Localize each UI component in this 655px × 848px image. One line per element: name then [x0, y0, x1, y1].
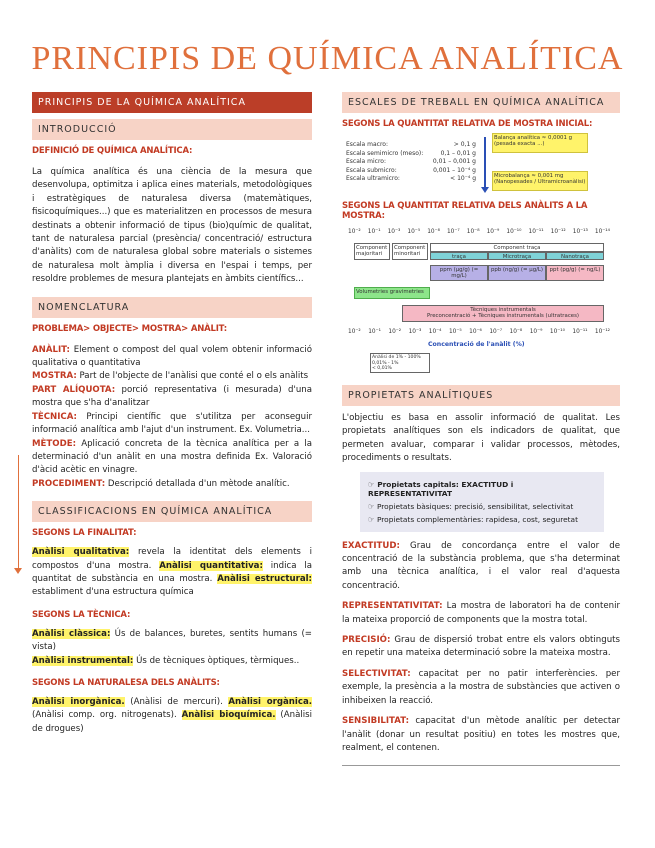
- subheading-problema: PROBLEMA> OBJECTE> MOSTRA> ANÀLIT:: [32, 323, 228, 334]
- term-precisio: PRECISIÓ:: [342, 635, 391, 646]
- term-organica: Anàlisi orgànica.: [228, 696, 313, 707]
- sample-row-value: > 0,1 g: [453, 141, 476, 148]
- tick-label: 10⁻⁵: [407, 229, 421, 235]
- box-ppb: ppb (ng/g) (= μg/L): [488, 265, 546, 281]
- tick-label: 10⁻¹³: [572, 229, 588, 235]
- def-text: Element o compost del qual volem obtenir informació qualitativa o quantitativa: [32, 344, 312, 369]
- tick-label: 10⁻⁵: [448, 329, 462, 335]
- sample-scale-list: [346, 141, 476, 182]
- bottom-divider: [342, 765, 620, 766]
- tick-label: 10⁻²: [348, 229, 361, 235]
- legend-line: 0,01% - 1%: [372, 360, 399, 366]
- scale-arrow-icon: [481, 187, 489, 193]
- sample-row-name: Escala submicro:: [346, 166, 397, 174]
- tick-label: 10⁻¹⁴: [594, 229, 610, 235]
- section-header-nomenclatura: NOMENCLATURA: [32, 297, 312, 318]
- sample-row: [346, 175, 476, 182]
- def-mostra: [32, 370, 312, 383]
- subheading-definicio: DEFINICIÓ DE QUÍMICA ANALÍTICA:: [32, 146, 193, 156]
- term-representativitat: REPRESENTATIVITAT:: [342, 601, 443, 612]
- def-precisio: [342, 634, 620, 661]
- def-term: MOSTRA:: [32, 371, 77, 382]
- ticks-bottom: [348, 329, 610, 335]
- term-quantitativa: Anàlisi quantitativa:: [159, 560, 263, 571]
- sample-row: [346, 158, 476, 165]
- term-sensibilitat: SENSIBILITAT:: [342, 716, 410, 727]
- text-classica: Ús de balances, buretes, sentits humans (= vista): [32, 628, 312, 653]
- term-instrumental: Anàlisi instrumental:: [32, 655, 134, 666]
- finalitat-paragraph: [32, 546, 312, 600]
- section-header-introduccio: INTRODUCCIÓ: [32, 119, 312, 140]
- term-estructural: Anàlisi estructural:: [217, 573, 312, 584]
- propietats-intro: L'objectiu es basa en assolir informació de qualitat. Les propietats analítiques son els indicadors de qualitat, que permeten avaluar, comparar i validar processos, mètodes, procediments o resultats.: [342, 413, 620, 464]
- def-text: Part de l'objecte de l'anàlisi que conté el o els anàlits: [76, 371, 309, 382]
- sample-row-value: 0,01 – 0,001 g: [432, 158, 476, 165]
- box-nanotraca: Nanotraça: [546, 252, 604, 260]
- term-selectivitat: SELECTIVITAT:: [342, 668, 411, 679]
- left-column: [32, 92, 312, 736]
- def-term: PROCEDIMENT:: [32, 478, 106, 489]
- box-ppt: ppt (pg/g) (= ng/L): [546, 265, 604, 281]
- tick-label: 10⁻¹⁰: [506, 229, 522, 235]
- subheading-mostra-inicial: SEGONS LA QUANTITAT RELATIVA DE MOSTRA INICIAL:: [342, 119, 593, 129]
- tick-label: 10⁻¹¹: [528, 229, 544, 235]
- text-inorganica: (Anàlisi de mercuri).: [124, 696, 229, 707]
- term-bioquimica: Anàlisi bioquímica.: [181, 710, 276, 721]
- text-estructural: establiment d'una estructura química: [32, 587, 194, 598]
- term-classica: Anàlisi clàssica:: [32, 628, 111, 639]
- box-ppm: ppm (μg/g) (= mg/L): [430, 265, 488, 281]
- subheading-tecnica: SEGONS LA TÈCNICA:: [32, 609, 131, 620]
- def-text: Descripció detallada d'un mètode analític.: [105, 478, 290, 489]
- prop-basiques-text: Propietats bàsiques: precisió, sensibilitat, selectivitat: [376, 501, 574, 511]
- def-term: PART ALÍQUOTA:: [32, 384, 116, 395]
- box-component-majoritari: Component majoritari: [354, 243, 390, 260]
- tick-label: 10⁻⁶: [469, 329, 482, 335]
- def-exactitud: [342, 540, 620, 594]
- text-sensibilitat: capacitat d'un mètode analític per detectar l'anàlit (donar un resultat positiu) en totes les mostres que, realment, el contenen.: [342, 716, 620, 753]
- tick-label: 10⁻¹: [367, 229, 381, 235]
- term-inorganica: Anàlisi inorgànica.: [32, 696, 125, 707]
- sample-row-name: Escala ultramicro:: [346, 175, 400, 182]
- def-tecnica: [32, 411, 312, 438]
- note-balanca-analitica: Balança analítica ≈ 0,0001 g (pesada exacta ...): [492, 133, 588, 153]
- text-exactitud: Grau de concordança entre el valor de concentració de la substància problema, que s'ha determinat amb una tècnica analítica, i el valor real d'aquesta concentració.: [342, 540, 620, 591]
- sample-scale-figure: [342, 133, 620, 195]
- tech-inst-label: Tècniques instrumentals: [470, 307, 536, 313]
- text-selectivitat: capacitat per no patir interferències. per exemple, la presència a la mostra de substàncies que activen o inhibeixen la reacció.: [342, 668, 620, 706]
- prop-basiques: ☞ Propietats bàsiques: precisió, sensibilitat, selectivitat: [368, 501, 574, 511]
- tick-label: 10⁻²: [348, 329, 361, 335]
- sample-row-value: < 10⁻⁴ g: [450, 175, 476, 182]
- text-representativitat: La mostra de laboratori ha de contenir la mateixa proporció de components que la mostra total.: [342, 601, 620, 625]
- box-volumetries: Volumetries gravimetries: [354, 287, 430, 299]
- tick-label: 10⁻¹²: [594, 329, 610, 335]
- sample-row-name: Escala semimicro (meso):: [346, 149, 424, 157]
- section-header-principis: PRINCIPIS DE LA QUÍMICA ANALÍTICA: [32, 92, 312, 113]
- sample-row: [346, 150, 476, 157]
- tick-label: 10⁻⁹: [486, 229, 500, 235]
- definitions-list: [32, 344, 312, 491]
- tick-label: 10⁻¹: [368, 329, 381, 335]
- legend-line: Anàlisi de 1% - 100%: [372, 355, 421, 360]
- def-metode: [32, 438, 312, 478]
- box-component-traca: Component traça: [430, 243, 604, 252]
- tick-label: 10⁻⁷: [489, 329, 503, 335]
- naturalesa-paragraph: [32, 696, 312, 736]
- box-component-minoritari: Component minoritari: [392, 243, 428, 260]
- def-text: porció representativa (i mesurada) d'una mostra que s'ha d'analitzar: [32, 384, 312, 409]
- def-representativitat: [342, 600, 620, 627]
- section-header-propietats: PROPIETATS ANALÍTIQUES: [342, 385, 620, 406]
- tick-label: 10⁻⁸: [509, 329, 523, 335]
- text-bioquimica: (Anàlisi de drogues): [32, 710, 312, 734]
- tick-label: 10⁻³: [387, 229, 401, 235]
- box-traca: traça: [430, 252, 488, 260]
- def-term: MÈTODE:: [32, 438, 77, 449]
- right-column: [342, 92, 620, 766]
- propietats-summary-box: [360, 472, 604, 532]
- def-term: ANÀLIT:: [32, 344, 70, 355]
- tick-label: 10⁻⁸: [427, 229, 440, 235]
- tick-label: 10⁻⁴: [428, 329, 442, 335]
- tick-label: 10⁻⁷: [446, 229, 460, 235]
- box-tecniques-instrumentals: [402, 305, 604, 322]
- scale-arrow-line: [484, 137, 486, 189]
- subheading-finalitat: SEGONS LA FINALITAT:: [32, 528, 137, 539]
- sample-row: [346, 167, 476, 174]
- text-instrumental: Ús de tècniques òptiques, tèrmiques..: [133, 655, 300, 666]
- tick-label: 10⁻¹²: [550, 229, 566, 235]
- prop-complementaries: ☞ Propietats complementàries: rapidesa, cost, seguretat: [368, 514, 578, 524]
- prop-capitals: ☞ Propietats capitals: EXACTITUD i REPRESENTATIVITAT: [368, 479, 514, 498]
- sample-row-value: 0,001 – 10⁻⁴ g: [433, 166, 476, 174]
- legend-box: [370, 353, 430, 373]
- def-procediment: [32, 478, 312, 491]
- sample-row: [346, 141, 476, 148]
- sample-row-name: Escala macro:: [346, 141, 388, 148]
- text-organica: (Anàlisi comp. org. nitrogenats).: [32, 710, 182, 721]
- tick-label: 10⁻¹⁰: [549, 329, 565, 335]
- tecnica-paragraph: [32, 628, 312, 668]
- def-text: Aplicació concreta de la tècnica analítica per a la determinació d'un anàlit en una mostra definida Ex. Valoració d'àcid acètic en vinagre.: [32, 438, 312, 476]
- legend-line: < 0,01%: [372, 366, 392, 372]
- sample-row-name: Escala micro:: [346, 158, 386, 165]
- section-header-classificacions: CLASSIFICACIONS EN QUÍMICA ANALÍTICA: [32, 501, 312, 522]
- page-title: PRINCIPIS DE QUÍMICA ANALÍTICA: [31, 40, 624, 77]
- def-part-aliquota: [32, 384, 312, 411]
- text-quantitativa: indica la quantitat de substància en una mostra.: [32, 560, 312, 584]
- note-microbalanca: Microbalança ≈ 0,001 mg (Nanopesades / Ultramicroanàlisi): [492, 171, 588, 191]
- sample-row-value: 0,1 – 0,01 g: [440, 149, 476, 157]
- ticks-top: [348, 229, 610, 235]
- margin-arrow-icon: [14, 568, 22, 574]
- analyte-scale-figure: [342, 225, 620, 375]
- def-analit: [32, 344, 312, 371]
- tech-inst2-label: Preconcentració + Tècniques instrumentals (ultratraces): [426, 313, 580, 319]
- tick-label: 10⁻⁸: [466, 229, 480, 235]
- axis-label-concentracio: Concentració de l'anàlit (%): [428, 341, 525, 348]
- subheading-analits: SEGONS LA QUANTITAT RELATIVA DELS ANÀLITS A LA MOSTRA:: [342, 201, 588, 221]
- margin-arrow-line: [18, 455, 19, 570]
- intro-paragraph: La química analítica és una ciència de la mesura que desenvolupa, optimitza i aplica eines materials, metodològiques i estratègiques de naturalesa diversa (matemàtiques, fisicoquímiques...) que es materialitzen en processos de mesura destinats a obtenir informació de tipus (bio)químic de qualitat, tant de naturalesa parcial (presència/ concentració/ estructura d'anàlits) com de naturalesa global sobre materials o sistemes de naturalesa molt àmplia i diversa en l'espai i temps, per resoldre problemes de mesura plantejats en àmbits científics...: [32, 167, 312, 285]
- def-text: Principi científic que s'utilitza per aconseguir informació analítica amb l'ajut d'un instrument. Ex. Volumetria...: [32, 411, 312, 436]
- text-precisio: Grau de dispersió trobat entre els valors obtinguts en repetir una mateixa determinació sobre la mateixa mostra.: [342, 635, 620, 659]
- text-qualitativa: revela la identitat dels elements i compostos d'una mostra.: [32, 547, 312, 571]
- section-header-escales: ESCALES DE TREBALL EN QUÍMICA ANALÍTICA: [342, 92, 620, 113]
- tick-label: 10⁻²: [388, 329, 402, 335]
- term-qualitativa: Anàlisi qualitativa:: [32, 547, 130, 558]
- prop-capitals-text: Propietats capitals: EXACTITUD i REPRESENTATIVITAT: [368, 479, 514, 498]
- tick-label: 10⁻⁹: [529, 329, 543, 335]
- tick-label: 10⁻¹¹: [572, 329, 588, 335]
- def-selectivitat: [342, 668, 620, 708]
- def-term: TÈCNICA:: [32, 411, 77, 422]
- prop-complementaries-text: Propietats complementàries: rapidesa, cost, seguretat: [376, 514, 578, 524]
- box-microtraca: Microtraça: [488, 252, 546, 260]
- tick-label: 10⁻³: [408, 329, 422, 335]
- def-sensibilitat: [342, 715, 620, 755]
- term-exactitud: EXACTITUD:: [342, 540, 400, 551]
- subheading-naturalesa: SEGONS LA NATURALESA DELS ANÀLITS:: [32, 677, 220, 688]
